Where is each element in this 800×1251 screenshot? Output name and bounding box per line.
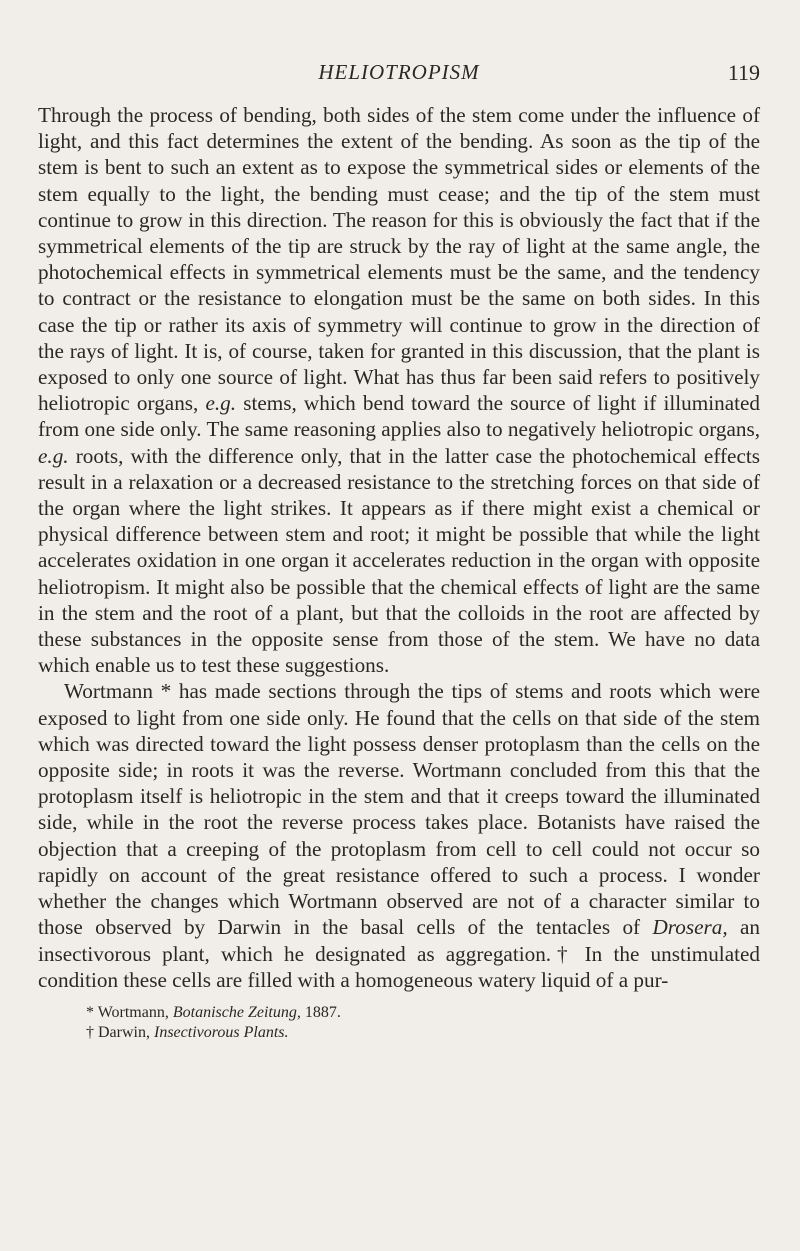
- page-number: 119: [727, 60, 760, 85]
- footnote-wortmann: [86, 1003, 760, 1023]
- text-segment: Wortmann * has made sections through the tips of stems and roots which were exposed to light from one side only. He found that the cells on that side of the stem which was directed toward the light possess denser protoplasm than the cells on the opposite side; in roots it was the reverse. Wortmann concluded from this that the protoplasm itself is heliotropic in the stem and that it creeps toward the illuminated side, while in the root the reverse process takes place. Botanists have raised the objection that a creeping of the protoplasm from cell to cell could not occur so rapidly on account of the great resistance offered to such a process. I wonder whether the changes which Wortmann observed are not of a character similar to those observed by Darwin in the basal cells of the tentacles of: [38, 679, 760, 940]
- footnote-darwin: [86, 1023, 760, 1043]
- body-text: [38, 102, 760, 993]
- text-segment: roots, with the difference only, that in the latter case the photochemical effects result in a relaxation or a decreased resistance to the stretching forces on that side of the organ where the light strikes. It appears as if there might exist a chemical or physical difference between stem and root; it might be possible that while the light accelerates oxidation in one organ it accelerates reduction in the organ with opposite heliotropism. It might also be possible that the chemical effects of light are the same in the stem and the root of a plant, but that the colloids in the root are affected by these substances in the opposite sense from those of the stem. We have no data which enable us to test these suggestions.: [38, 443, 760, 678]
- running-title: HELIOTROPISM: [318, 60, 480, 84]
- paragraph: [38, 678, 760, 992]
- running-head: [38, 60, 760, 94]
- italic-segment: Insectivorous Plants.: [153, 1023, 289, 1041]
- text-segment: Through the process of bending, both sides of the stem come under the influence of light, and this fact determines the extent of the bending. As soon as the tip of the stem is bent to such an extent as to expose the symmetrical sides or elements of the stem equally to the light, the bending must cease; and the tip of the stem must continue to grow in this direction. The reason for this is obviously the fact that if the symmetrical elements of the tip are struck by the ray of light at the same angle, the photochemical effects in symmetrical elements must be the same, and the tendency to contract or the resistance to elongation must be the same on both sides. In this case the tip or rather its axis of symmetry will continue to grow in the direction of the rays of light. It is, of course, taken for granted in this discussion, that the plant is exposed to only one source of light. What has thus far been said refers to positively heliotropic organs,: [38, 103, 760, 416]
- text-segment: stems, which bend toward the source of light if illuminated from one side only. The same reasoning applies also to negatively heliotropic organs,: [38, 391, 761, 442]
- text-segment: 1887.: [300, 1003, 341, 1021]
- footnotes: [38, 1003, 760, 1043]
- text-segment: † Darwin,: [86, 1023, 154, 1041]
- italic-segment: Drosera,: [652, 915, 728, 940]
- italic-segment: e.g.: [38, 443, 69, 468]
- text-segment: an insectivorous plant, which he designated as aggregation.† In the unstimulated condition these cells are filled with a homogeneous watery liquid of a pur-: [38, 915, 760, 992]
- book-page: [38, 60, 760, 1043]
- paragraph: [38, 102, 760, 678]
- italic-segment: e.g.: [205, 391, 237, 416]
- italic-segment: Botanische Zeitung,: [172, 1003, 301, 1021]
- text-segment: * Wortmann,: [86, 1003, 173, 1021]
